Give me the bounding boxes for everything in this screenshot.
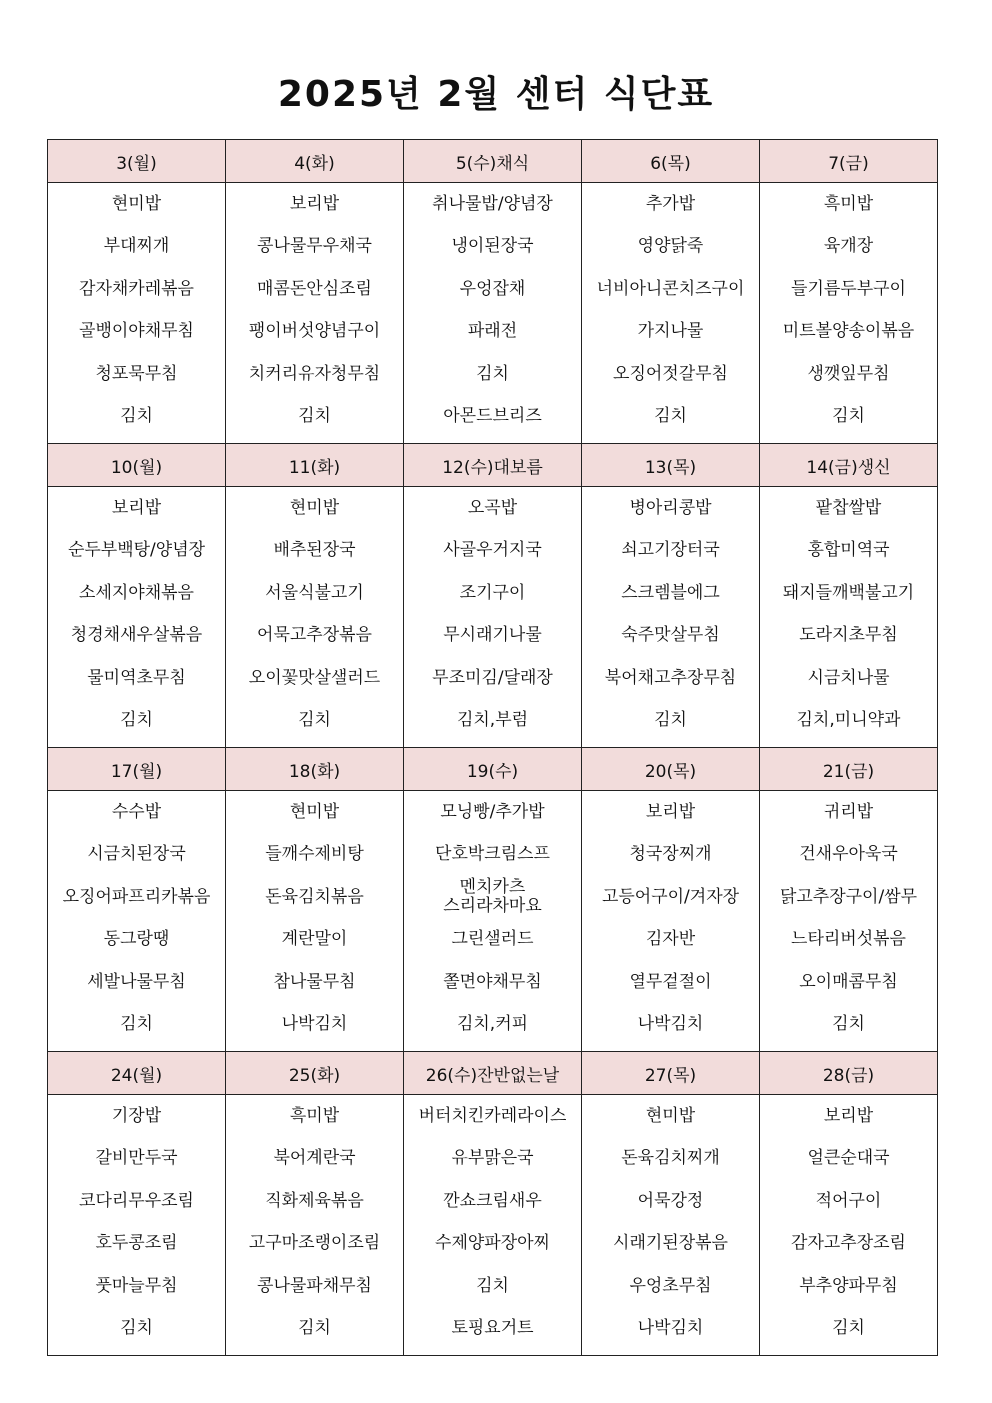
day-header: 5(수)채식 xyxy=(404,140,582,183)
menu-item: 김치 xyxy=(476,1275,509,1296)
menu-item: 육개장 xyxy=(823,236,874,257)
menu-item: 배추된장국 xyxy=(273,540,356,561)
day-header: 27(목) xyxy=(582,1052,760,1095)
menu-item: 골뱅이야채무침 xyxy=(79,321,194,342)
menu-item: 보리밥 xyxy=(645,801,696,822)
menu-list xyxy=(760,183,937,438)
menu-item: 현미밥 xyxy=(645,1105,696,1126)
day-menu-cell xyxy=(582,1095,760,1356)
menu-list xyxy=(226,183,403,438)
menu-item: 청포묵무침 xyxy=(95,363,178,384)
menu-list xyxy=(582,791,759,1046)
menu-item: 치커리유자청무침 xyxy=(248,363,381,384)
menu-item: 콩나물무우채국 xyxy=(257,236,372,257)
menu-item: 취나물밥/양념장 xyxy=(432,193,553,214)
menu-list xyxy=(48,791,225,1046)
menu-item: 미트볼양송이볶음 xyxy=(782,321,915,342)
menu-item: 풋마늘무침 xyxy=(95,1275,178,1296)
menu-item: 생깻잎무침 xyxy=(807,363,890,384)
menu-item: 김치,미니약과 xyxy=(796,710,901,731)
menu-item: 순두부백탕/양념장 xyxy=(67,540,206,561)
menu-item: 어묵고추장볶음 xyxy=(257,625,372,646)
menu-item: 돈육김치찌개 xyxy=(621,1148,720,1169)
week-menu-row xyxy=(48,183,938,444)
week-menu-row xyxy=(48,487,938,748)
menu-item: 계란말이 xyxy=(281,929,348,950)
day-menu-cell xyxy=(226,487,404,748)
menu-item: 무시래기나물 xyxy=(443,625,542,646)
day-menu-cell xyxy=(760,183,938,444)
menu-item: 우엉초무침 xyxy=(629,1275,712,1296)
menu-item: 유부맑은국 xyxy=(451,1148,534,1169)
day-menu-cell xyxy=(760,791,938,1052)
menu-item: 건새우아욱국 xyxy=(799,844,898,865)
menu-item: 기장밥 xyxy=(111,1105,162,1126)
menu-table xyxy=(47,139,938,1356)
menu-item: 청국장찌개 xyxy=(629,844,712,865)
menu-item: 흑미밥 xyxy=(289,1105,340,1126)
menu-item: 오곡밥 xyxy=(467,497,518,518)
menu-item: 고구마조랭이조림 xyxy=(248,1233,381,1254)
menu-item: 김치 xyxy=(832,1318,865,1339)
menu-item: 느타리버섯볶음 xyxy=(791,929,906,950)
menu-item: 시금치나물 xyxy=(807,667,890,688)
menu-item: 어묵강정 xyxy=(637,1190,704,1211)
menu-list xyxy=(226,791,403,1046)
menu-list xyxy=(48,183,225,438)
day-menu-cell xyxy=(48,183,226,444)
menu-list xyxy=(404,1095,581,1350)
menu-item: 현미밥 xyxy=(289,497,340,518)
menu-item: 청경채새우살볶음 xyxy=(70,625,203,646)
menu-item: 나박김치 xyxy=(281,1014,348,1035)
week-header-row xyxy=(48,444,938,487)
menu-item: 오이꽃맛살샐러드 xyxy=(248,667,381,688)
day-menu-cell xyxy=(404,487,582,748)
menu-item: 닭고추장구이/쌈무 xyxy=(779,886,918,907)
menu-item: 감자고추장조림 xyxy=(791,1233,906,1254)
menu-item: 아몬드브리즈 xyxy=(443,406,542,427)
menu-item: 얼큰순대국 xyxy=(807,1148,890,1169)
day-menu-cell xyxy=(582,183,760,444)
menu-list xyxy=(582,183,759,438)
menu-item: 수제양파장아찌 xyxy=(435,1233,550,1254)
menu-item: 보리밥 xyxy=(111,497,162,518)
menu-table-body xyxy=(48,140,938,1356)
menu-item: 토핑요거트 xyxy=(451,1318,534,1339)
menu-item: 가지나물 xyxy=(637,321,704,342)
menu-item: 북어계란국 xyxy=(273,1148,356,1169)
menu-item: 수수밥 xyxy=(111,801,162,822)
menu-item: 파래전 xyxy=(467,321,518,342)
day-header: 11(화) xyxy=(226,444,404,487)
menu-item: 버터치킨카레라이스 xyxy=(418,1105,567,1126)
menu-item: 김치 xyxy=(476,363,509,384)
menu-item: 사골우거지국 xyxy=(443,540,542,561)
menu-list xyxy=(226,1095,403,1350)
menu-item: 무조미김/달래장 xyxy=(432,667,553,688)
menu-item: 쫄면야채무침 xyxy=(443,971,542,992)
menu-item: 쇠고기장터국 xyxy=(621,540,720,561)
day-header: 7(금) xyxy=(760,140,938,183)
menu-list xyxy=(404,487,581,742)
menu-list xyxy=(226,487,403,742)
day-menu-cell xyxy=(404,791,582,1052)
menu-item: 흑미밥 xyxy=(823,193,874,214)
menu-item: 김치 xyxy=(120,710,153,731)
day-header: 12(수)대보름 xyxy=(404,444,582,487)
menu-item: 김치 xyxy=(298,1318,331,1339)
menu-item: 코다리무우조림 xyxy=(79,1190,194,1211)
week-header-row xyxy=(48,748,938,791)
day-menu-cell xyxy=(404,183,582,444)
menu-item: 모닝빵/추가밥 xyxy=(440,801,545,822)
menu-item: 소세지야채볶음 xyxy=(79,582,194,603)
day-menu-cell xyxy=(226,1095,404,1356)
day-header: 13(목) xyxy=(582,444,760,487)
menu-item: 동그랑땡 xyxy=(103,929,170,950)
menu-item: 단호박크림스프 xyxy=(435,844,550,865)
day-header: 28(금) xyxy=(760,1052,938,1095)
menu-item: 돈육김치볶음 xyxy=(265,886,364,907)
menu-list xyxy=(760,791,937,1046)
day-header: 6(목) xyxy=(582,140,760,183)
menu-item: 보리밥 xyxy=(289,193,340,214)
menu-item: 참나물무침 xyxy=(273,971,356,992)
menu-item: 직화제육볶음 xyxy=(265,1190,364,1211)
menu-item: 들깨수제비탕 xyxy=(265,844,364,865)
menu-item: 세발나물무침 xyxy=(87,971,186,992)
day-menu-cell xyxy=(48,1095,226,1356)
menu-item: 보리밥 xyxy=(823,1105,874,1126)
day-header: 3(월) xyxy=(48,140,226,183)
menu-item: 호두콩조림 xyxy=(95,1233,178,1254)
menu-item: 김치 xyxy=(120,1318,153,1339)
day-menu-cell xyxy=(582,487,760,748)
menu-item: 김치 xyxy=(654,710,687,731)
day-header: 14(금)생신 xyxy=(760,444,938,487)
day-menu-cell xyxy=(226,183,404,444)
day-header: 4(화) xyxy=(226,140,404,183)
menu-item: 부추양파무침 xyxy=(799,1275,898,1296)
menu-item: 시래기된장볶음 xyxy=(613,1233,728,1254)
menu-list xyxy=(760,487,937,742)
day-header: 18(화) xyxy=(226,748,404,791)
menu-item: 멘치카츠 스리라차마요 xyxy=(443,877,542,917)
week-header-row xyxy=(48,140,938,183)
menu-item: 팽이버섯양념구이 xyxy=(248,321,381,342)
menu-item: 김치 xyxy=(120,406,153,427)
menu-item: 도라지초무침 xyxy=(799,625,898,646)
day-header: 24(월) xyxy=(48,1052,226,1095)
day-menu-cell xyxy=(760,1095,938,1356)
page-title: 2025년 2월 센터 식단표 xyxy=(277,74,715,115)
menu-item: 김치 xyxy=(832,1014,865,1035)
menu-item: 숙주맛살무침 xyxy=(621,625,720,646)
menu-item: 북어채고추장무침 xyxy=(604,667,737,688)
menu-item: 그린샐러드 xyxy=(451,929,534,950)
menu-list xyxy=(582,1095,759,1350)
menu-item: 귀리밥 xyxy=(823,801,874,822)
day-header: 25(화) xyxy=(226,1052,404,1095)
menu-list xyxy=(404,183,581,438)
menu-list xyxy=(760,1095,937,1350)
menu-item: 냉이된장국 xyxy=(451,236,534,257)
menu-item: 갈비만두국 xyxy=(95,1148,178,1169)
day-menu-cell xyxy=(226,791,404,1052)
day-header: 26(수)잔반없는날 xyxy=(404,1052,582,1095)
day-menu-cell xyxy=(48,791,226,1052)
menu-item: 매콤돈안심조림 xyxy=(257,278,372,299)
menu-item: 김치 xyxy=(298,406,331,427)
day-menu-cell xyxy=(404,1095,582,1356)
menu-item: 조기구이 xyxy=(459,582,526,603)
week-menu-row xyxy=(48,1095,938,1356)
day-header: 19(수) xyxy=(404,748,582,791)
menu-item: 팥찹쌀밥 xyxy=(815,497,882,518)
menu-item: 콩나물파채무침 xyxy=(257,1275,372,1296)
menu-item: 열무겉절이 xyxy=(629,971,712,992)
day-menu-cell xyxy=(760,487,938,748)
menu-item: 적어구이 xyxy=(815,1190,882,1211)
menu-item: 김치 xyxy=(120,1014,153,1035)
menu-list xyxy=(582,487,759,742)
menu-item: 고등어구이/겨자장 xyxy=(601,886,740,907)
menu-item: 김치 xyxy=(298,710,331,731)
menu-item: 나박김치 xyxy=(637,1318,704,1339)
menu-item: 서울식불고기 xyxy=(265,582,364,603)
day-menu-cell xyxy=(48,487,226,748)
menu-item: 시금치된장국 xyxy=(87,844,186,865)
menu-item: 현미밥 xyxy=(111,193,162,214)
menu-item: 김치,커피 xyxy=(456,1014,529,1035)
menu-item: 오징어파프리카볶음 xyxy=(62,886,211,907)
menu-item: 우엉잡채 xyxy=(459,278,526,299)
menu-item: 들기름두부구이 xyxy=(791,278,906,299)
day-header: 21(금) xyxy=(760,748,938,791)
menu-item: 깐쇼크림새우 xyxy=(443,1190,542,1211)
menu-item: 스크렘블에그 xyxy=(621,582,720,603)
menu-item: 김치,부럼 xyxy=(456,710,529,731)
menu-item: 홍합미역국 xyxy=(807,540,890,561)
menu-item: 김치 xyxy=(654,406,687,427)
menu-item: 오이매콤무침 xyxy=(799,971,898,992)
menu-item: 영양닭죽 xyxy=(637,236,704,257)
menu-item: 돼지들깨백불고기 xyxy=(782,582,915,603)
day-header: 20(목) xyxy=(582,748,760,791)
day-header: 10(월) xyxy=(48,444,226,487)
menu-item: 오징어젓갈무침 xyxy=(613,363,728,384)
menu-item: 현미밥 xyxy=(289,801,340,822)
menu-list xyxy=(404,791,581,1046)
menu-item: 김치 xyxy=(832,406,865,427)
week-menu-row xyxy=(48,791,938,1052)
menu-list xyxy=(48,487,225,742)
day-menu-cell xyxy=(582,791,760,1052)
menu-item: 나박김치 xyxy=(637,1014,704,1035)
day-header: 17(월) xyxy=(48,748,226,791)
menu-item: 부대찌개 xyxy=(103,236,170,257)
menu-item: 김자반 xyxy=(645,929,696,950)
menu-item: 너비아니콘치즈구이 xyxy=(596,278,745,299)
menu-list xyxy=(48,1095,225,1350)
week-header-row xyxy=(48,1052,938,1095)
menu-item: 병아리콩밥 xyxy=(629,497,712,518)
menu-item: 추가밥 xyxy=(645,193,696,214)
menu-item: 물미역초무침 xyxy=(87,667,186,688)
menu-item: 감자채카레볶음 xyxy=(79,278,194,299)
